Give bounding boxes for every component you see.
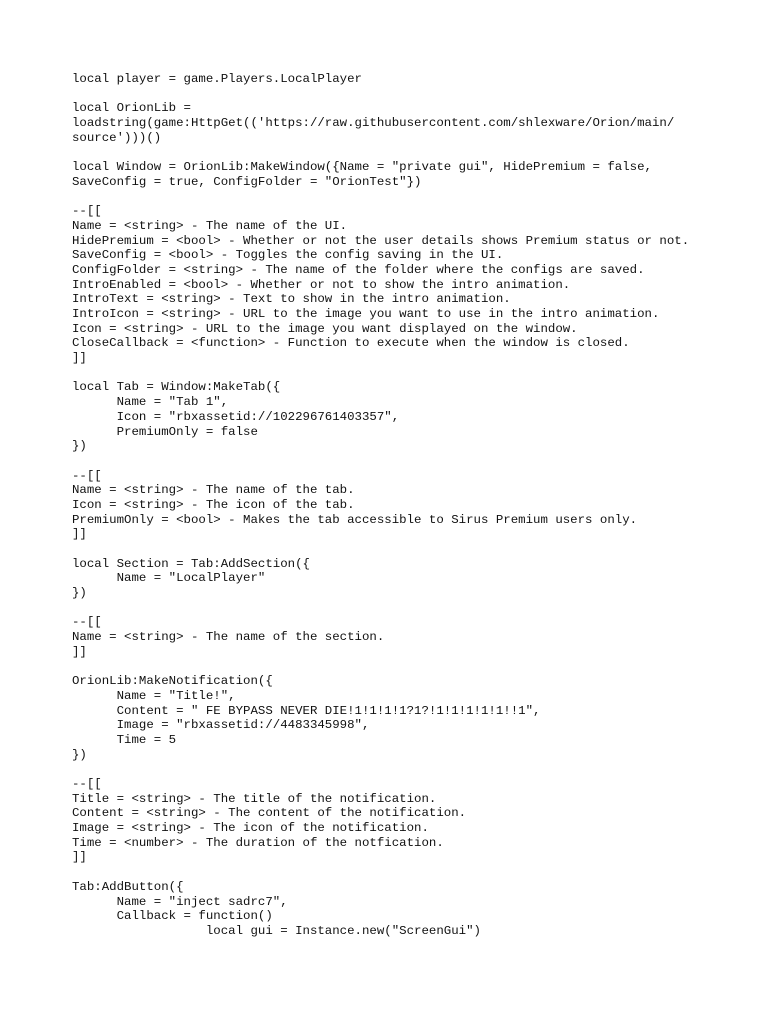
code-line: }) [72,586,87,601]
code-line: source')))() [72,130,162,145]
blank-line [72,190,732,205]
code-line: Time = 5 [72,732,177,747]
code-line: CloseCallback = <function> - Function to execute when the window is closed. [72,336,630,351]
code-line: local Tab = Window:MakeTab({ [72,380,281,395]
code-line: local Window = OrionLib:MakeWindow({Name = "private gui", HidePremium = false, [72,160,652,175]
code-line: ]] [72,527,87,542]
code-line: Callback = function() [72,909,273,924]
code-line: }) [72,747,87,762]
code-line: Name = "Title!", [72,688,236,703]
code-line: SaveConfig = <bool> - Toggles the config saving in the UI. [72,248,504,263]
code-line: ]] [72,644,87,659]
code-line: IntroIcon = <string> - URL to the image you want to use in the intro animation. [72,307,660,321]
code-line: --[[ [72,204,102,219]
code-line: ]] [72,850,87,865]
code-line: Name = "LocalPlayer" [72,571,266,586]
code-line: local player = game.Players.LocalPlayer [72,72,362,86]
code-line: Name = <string> - The name of the section. [72,630,385,645]
code-line: Title = <string> - The title of the notification. [72,791,437,806]
blank-line [72,454,732,469]
code-line: Image = <string> - The icon of the notification. [72,821,429,836]
blank-line [72,865,732,880]
code-line: --[[ [72,615,102,630]
code-line: OrionLib:MakeNotification({ [72,674,273,689]
code-line: Image = "rbxassetid://4483345998", [72,718,370,733]
code-line: Icon = <string> - The icon of the tab. [72,497,355,512]
code-line: Name = "Tab 1", [72,395,229,410]
code-line: ConfigFolder = <string> - The name of the folder where the configs are saved. [72,262,645,277]
code-line: HidePremium = <bool> - Whether or not the user details shows Premium status or not. [72,233,690,248]
code-line: local OrionLib = [72,101,191,116]
code-line: ]] [72,351,87,366]
code-line: Name = "inject sadrc7", [72,894,288,909]
code-line: IntroEnabled = <bool> - Whether or not to show the intro animation. [72,277,571,292]
code-line: --[[ [72,468,102,483]
code-line: local gui = Instance.new("ScreenGui") [72,923,481,938]
code-line: --[[ [72,777,102,791]
code-line: Name = <string> - The name of the tab. [72,483,355,498]
code-line: Tab:AddButton({ [72,879,184,894]
code-line: loadstring(game:HttpGet(('https://raw.githubusercontent.com/shlexware/Orion/main/ [72,116,675,131]
blank-line [72,87,732,102]
code-line: }) [72,439,87,454]
blank-line [72,366,732,381]
code-line: PremiumOnly = false [72,424,258,439]
blank-line [72,145,732,160]
code-line: local Section = Tab:AddSection({ [72,556,310,571]
code-line: Name = <string> - The name of the UI. [72,218,348,233]
code-line: Time = <number> - The duration of the notfication. [72,835,444,850]
code-line: SaveConfig = true, ConfigFolder = "OrionTest"}) [72,174,422,189]
code-line: IntroText = <string> - Text to show in the intro animation. [72,292,511,307]
blank-line [72,762,732,777]
code-line: Content = " FE BYPASS NEVER DIE!1!1!1!1?1?!1!1!1!1!1!!1", [72,703,541,718]
blank-line [72,660,732,675]
code-line: Icon = <string> - URL to the image you want displayed on the window. [72,321,578,336]
blank-line [72,601,732,616]
code-text [72,72,732,939]
code-line: Icon = "rbxassetid://102296761403357", [72,409,400,424]
blank-line [72,542,732,557]
code-line: PremiumOnly = <bool> - Makes the tab accessible to Sirus Premium users only. [72,512,638,527]
code-line: Content = <string> - The content of the notification. [72,806,467,821]
